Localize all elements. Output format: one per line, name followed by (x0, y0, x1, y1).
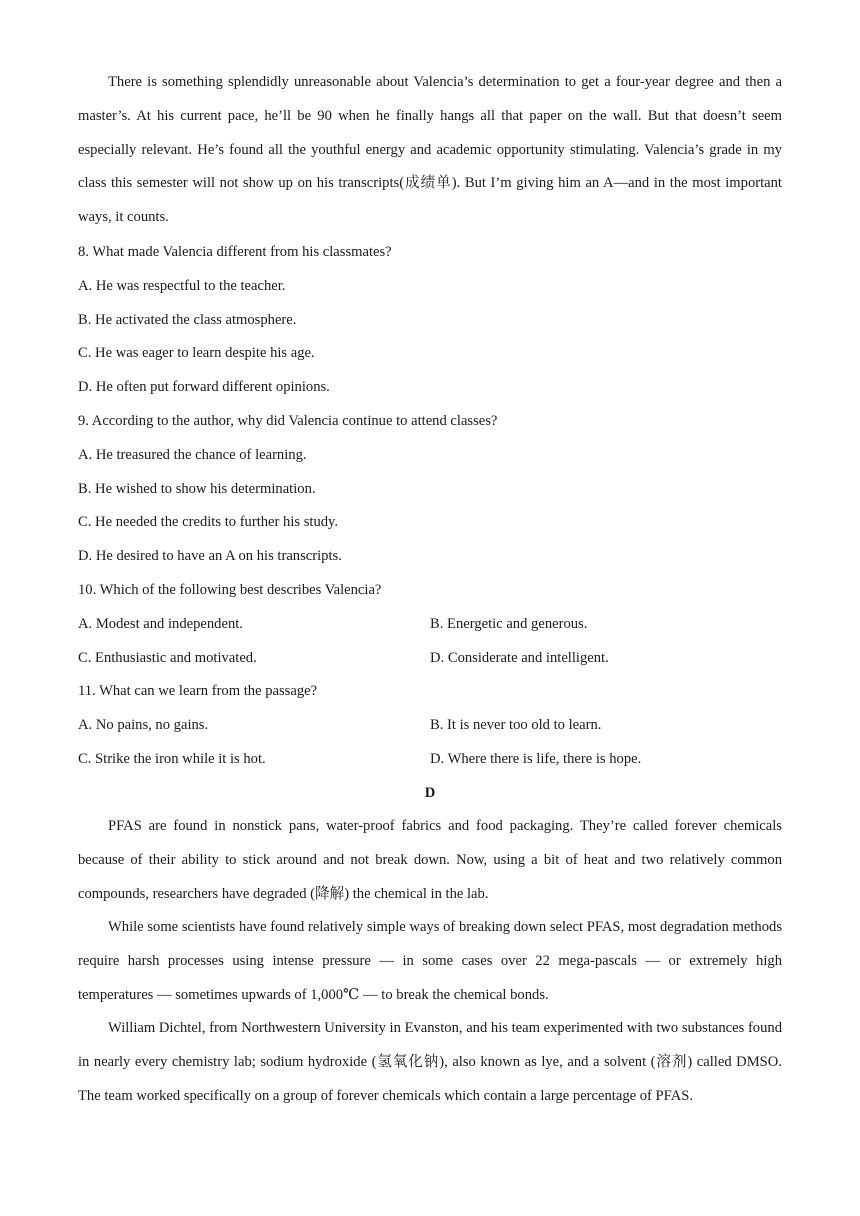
question-9-option-c: C. He needed the credits to further his study. (78, 514, 339, 530)
question-9-option-d: D. He desired to have an A on his transcripts. (78, 548, 342, 564)
question-9-stem: 9. According to the author, why did Valencia continue to attend classes? (78, 413, 498, 429)
passage-c-closing-paragraph: There is something splendidly unreasonable about Valencia’s determination to get a four-year degree and then a master’s. At his current pace, he’ll be 90 when he finally hangs all that paper on the wall. But that doesn’t seem especially relevant. He’s found all the youthful energy and academic opportunity stimulating. Valencia’s grade in my class this semester will not show up on his transcripts(成绩单). But I’m giving him an A—and in the most important ways, it counts. (78, 74, 782, 226)
question-10-option-a: A. Modest and independent. (78, 616, 243, 632)
question-9-option-b: B. He wished to show his determination. (78, 481, 316, 497)
section-d-paragraph-3: William Dichtel, from Northwestern University in Evanston, and his team experimented with two substances found in nearly every chemistry lab; sodium hydroxide (氢氧化钠), also known as lye, and a solvent (溶剂) called DMSO. The team worked specifically on a group of forever chemicals which contain a large percentage of PFAS. (78, 1020, 782, 1104)
question-11-option-a: A. No pains, no gains. (78, 717, 209, 733)
question-8-option-d: D. He often put forward different opinions. (78, 379, 330, 395)
question-9-option-a: A. He treasured the chance of learning. (78, 447, 307, 463)
question-8-option-c: C. He was eager to learn despite his age. (78, 345, 315, 361)
question-8-stem: 8. What made Valencia different from his classmates? (78, 244, 392, 260)
question-10-option-c: C. Enthusiastic and motivated. (78, 650, 257, 666)
question-10-stem: 10. Which of the following best describes Valencia? (78, 582, 382, 598)
question-8-option-b: B. He activated the class atmosphere. (78, 312, 297, 328)
question-11-option-d: D. Where there is life, there is hope. (430, 751, 642, 767)
question-10-option-d: D. Considerate and intelligent. (430, 650, 609, 666)
question-8-option-a: A. He was respectful to the teacher. (78, 278, 286, 294)
question-11-option-c: C. Strike the iron while it is hot. (78, 751, 266, 767)
section-d-heading: D (424, 785, 436, 801)
section-d-paragraph-2: While some scientists have found relatively simple ways of breaking down select PFAS, most degradation methods require harsh processes using intense pressure — in some cases over 22 mega-pascals — or extremely high temperatures — sometimes upwards of 1,000℃ — to break the chemical bonds. (78, 919, 782, 1003)
question-11-stem: 11. What can we learn from the passage? (78, 683, 318, 699)
question-10-option-b: B. Energetic and generous. (430, 616, 588, 632)
question-11-option-b: B. It is never too old to learn. (430, 717, 602, 733)
section-d-paragraph-1: PFAS are found in nonstick pans, water-proof fabrics and food packaging. They’re called forever chemicals because of their ability to stick around and not break down. Now, using a bit of heat and two relatively common compounds, researchers have degraded (降解) the chemical in the lab. (78, 818, 782, 902)
